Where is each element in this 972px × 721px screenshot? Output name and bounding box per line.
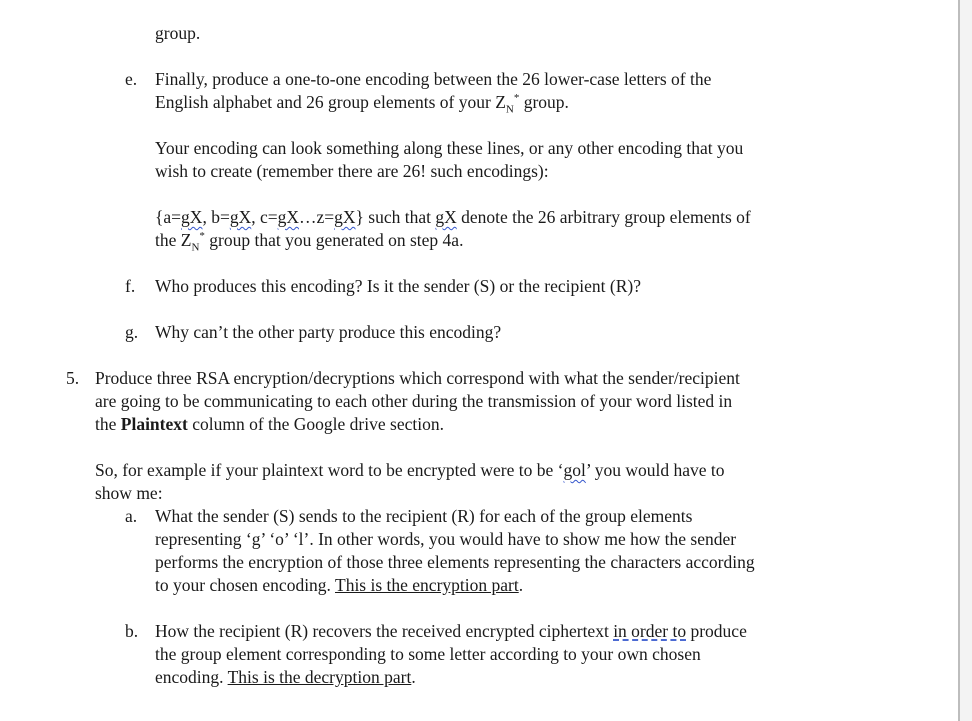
item-e-para2-line-2: wish to create (remember there are 26! such encodings): <box>155 161 549 181</box>
item-5-line-3: the Plaintext column of the Google drive section. <box>95 414 444 434</box>
item-5a-line-3: performs the encryption of those three elements representing the characters according <box>155 552 755 572</box>
item-5b-line-1: How the recipient (R) recovers the received encrypted ciphertext in order to produce <box>155 621 747 641</box>
grammar-flag-in-order-to: in order to <box>613 621 687 641</box>
item-5a-line-4: to your chosen encoding. This is the encryption part. <box>155 575 524 595</box>
plaintext-bold: Plaintext <box>120 414 188 434</box>
item-e-para2-line-1: Your encoding can look something along these lines, or any other encoding that you <box>155 138 744 158</box>
continuation-text: group. <box>155 23 201 43</box>
list-marker-5a: a. <box>125 506 138 526</box>
list-marker-e: e. <box>125 69 138 89</box>
decryption-part-underlined: This is the decryption part <box>227 667 412 687</box>
list-marker-f: f. <box>125 276 136 296</box>
spellcheck-gx-5: gX <box>435 207 457 227</box>
window-right-margin <box>960 0 972 721</box>
encryption-part-underlined: This is the encryption part <box>335 575 519 595</box>
list-marker-5b: b. <box>125 621 139 641</box>
spellcheck-gx-4: gX <box>334 207 356 227</box>
item-5b-line-3: encoding. This is the decryption part. <box>155 667 416 687</box>
item-g-text: Why can’t the other party produce this encoding? <box>155 322 502 342</box>
encoding-example-line-1: {a=gX, b=gX, c=gX…z=gX} such that gX denote the 26 arbitrary group elements of <box>155 207 751 227</box>
item-5-para2-line-2: show me: <box>95 483 163 503</box>
item-5b-line-2: the group element corresponding to some letter according to your own chosen <box>155 644 701 664</box>
spellcheck-gx-2: gX <box>229 207 252 227</box>
item-5a-line-2: representing ‘g’ ‘o’ ‘l’. In other words, you would have to show me how the sender <box>155 529 737 549</box>
item-5-para2-line-1: So, for example if your plaintext word to be encrypted were to be ‘gol’ you would have to <box>95 460 725 480</box>
spellcheck-gol: gol <box>563 460 586 480</box>
item-e-line-1: Finally, produce a one-to-one encoding between the 26 lower-case letters of the <box>155 69 712 89</box>
encoding-example-line-2: the $Z_N^*$ group that you generated on step 4a. <box>155 230 464 254</box>
item-5-line-1: Produce three RSA encryption/decryptions which correspond with what the sender/recipient <box>95 368 740 388</box>
item-5a-line-1: What the sender (S) sends to the recipient (R) for each of the group elements <box>155 506 693 526</box>
item-f-text: Who produces this encoding? Is it the sender (S) or the recipient (R)? <box>155 276 641 296</box>
spellcheck-gx-3: gX <box>277 207 299 227</box>
spellcheck-gx-1: gX <box>181 207 203 227</box>
item-e-line-2: English alphabet and 26 group elements of your $Z_N^*$ group. <box>155 92 569 116</box>
item-5-line-2: are going to be communicating to each other during the transmission of your word listed in <box>95 391 733 411</box>
list-marker-g: g. <box>125 322 139 342</box>
list-marker-5: 5. <box>66 368 80 388</box>
